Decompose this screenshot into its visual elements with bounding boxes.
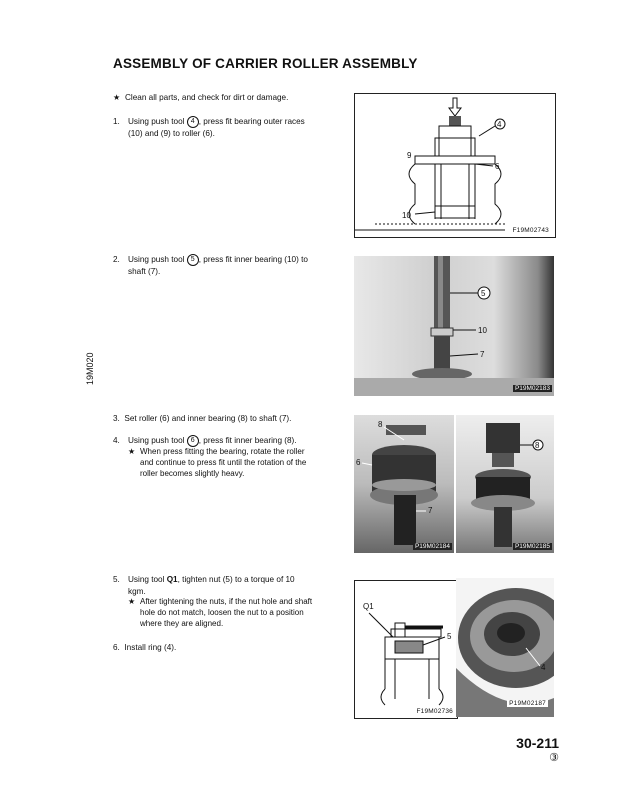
label-q1: Q1 bbox=[363, 602, 374, 611]
revision-mark: ③ bbox=[549, 752, 559, 764]
label-5: 5 bbox=[481, 289, 486, 298]
step-note: ★ When press fitting the bearing, rotate the roller and continue to press fit until the rotation of the roller becomes slightly heavy. bbox=[128, 447, 307, 478]
step-text: Set roller (6) and inner bearing (8) to shaft (7). bbox=[124, 414, 292, 423]
label-4: 4 bbox=[497, 120, 502, 129]
roller-diagram bbox=[355, 94, 555, 237]
note-text: Clean all parts, and check for dirt or damage. bbox=[125, 93, 289, 102]
figure-3b-photo bbox=[456, 415, 554, 553]
side-code: 19M020 bbox=[85, 352, 95, 385]
star-icon: ★ bbox=[128, 447, 136, 456]
star-icon: ★ bbox=[128, 597, 136, 606]
figure-4b-photo bbox=[456, 578, 554, 717]
figure-1 bbox=[354, 93, 556, 238]
step-4 bbox=[113, 435, 353, 485]
figure-3a-photo bbox=[354, 415, 454, 553]
tool-number-icon: 5 bbox=[187, 254, 199, 266]
label-8: 8 bbox=[378, 420, 383, 429]
figure-id: P19M02183 bbox=[514, 385, 550, 392]
label-6: 6 bbox=[356, 458, 361, 467]
star-icon: ★ bbox=[113, 93, 121, 102]
figure-id: P19M02187 bbox=[509, 700, 546, 707]
figure-2-photo bbox=[354, 256, 554, 396]
step-number: 3. bbox=[113, 414, 120, 423]
tool-number-icon: 6 bbox=[187, 435, 199, 447]
label-7: 7 bbox=[480, 350, 485, 359]
step-number: 5. bbox=[113, 575, 120, 584]
label-10: 10 bbox=[478, 326, 487, 335]
step-text: Using push tool 5 , press fit inner bearing (10) to shaft (7). bbox=[128, 255, 308, 276]
tool-id: Q1 bbox=[166, 575, 178, 584]
step-text: Using tool Q1, tighten nut (5) to a torque of 10 kgm. bbox=[128, 575, 295, 596]
step-number: 1. bbox=[113, 117, 120, 126]
step-note: ★ After tightening the nuts, if the nut hole and shaft hole do not match, loosen the nut to a position where they are aligned. bbox=[128, 597, 313, 628]
label-9: 9 bbox=[407, 151, 412, 160]
step-3 bbox=[113, 413, 291, 425]
figure-id: F19M02743 bbox=[512, 227, 549, 234]
figure-id: P19M02184 bbox=[414, 543, 450, 550]
figure-id: F19M02736 bbox=[416, 708, 453, 715]
step-1 bbox=[113, 116, 343, 146]
step-text: Using push tool 4 , press fit bearing outer races (10) and (9) to roller (6). bbox=[128, 117, 305, 138]
tool-number-icon: 4 bbox=[187, 116, 199, 128]
label-10: 10 bbox=[402, 211, 411, 220]
label-5: 5 bbox=[447, 632, 452, 641]
figure-id: P19M02185 bbox=[514, 543, 550, 550]
label-6: 6 bbox=[495, 162, 500, 171]
label-8: 8 bbox=[535, 441, 540, 450]
step-number: 6. bbox=[113, 643, 120, 652]
figure-4a bbox=[354, 580, 458, 719]
label-4: 4 bbox=[541, 663, 546, 672]
step-number: 2. bbox=[113, 255, 120, 264]
page-title: ASSEMBLY OF CARRIER ROLLER ASSEMBLY bbox=[113, 56, 418, 71]
step-5 bbox=[113, 574, 353, 634]
note-top bbox=[113, 92, 288, 104]
step-text: Using push tool 6 , press fit inner bearing (8). bbox=[128, 436, 297, 446]
label-7: 7 bbox=[428, 506, 433, 515]
step-number: 4. bbox=[113, 436, 120, 445]
page-number: 30-211 ③ bbox=[516, 735, 559, 764]
step-text: Install ring (4). bbox=[124, 643, 177, 652]
step-6 bbox=[113, 642, 176, 654]
step-2 bbox=[113, 254, 343, 284]
